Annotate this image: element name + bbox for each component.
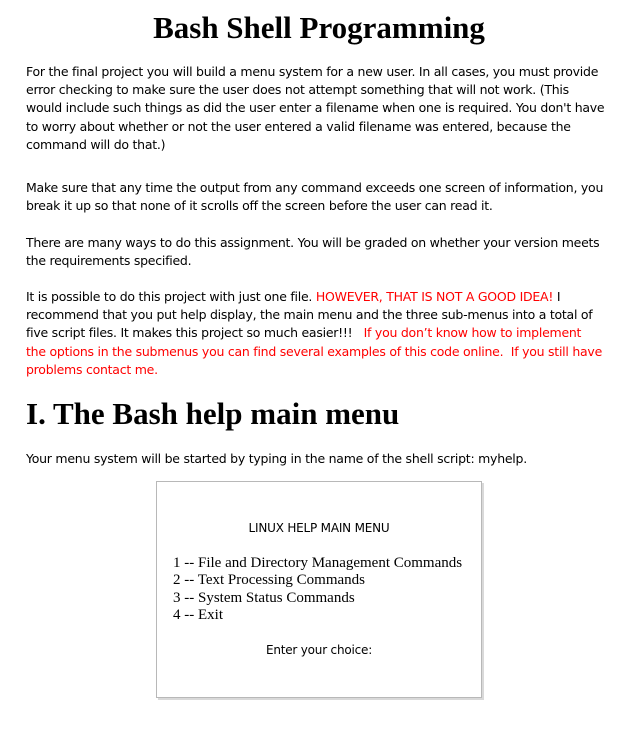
paragraph-line — [26, 324, 620, 342]
paragraph-text: It is possible to do this project with just one file. — [26, 289, 316, 304]
section-intro — [26, 450, 620, 468]
paragraph-grading — [26, 234, 620, 270]
paragraph-text: five script files. It makes this project so much easier!!! — [26, 325, 364, 341]
section-heading: I. The Bash help main menu — [26, 396, 400, 431]
paragraph-line: would include such things as did the user enter a filename when one is required. You don't have — [26, 100, 605, 116]
warning-text: HOWEVER, THAT IS NOT A GOOD IDEA! — [315, 289, 554, 304]
paragraph-line: the requirements specified. — [26, 253, 192, 269]
menu-example-box — [156, 481, 482, 698]
menu-prompt: Enter your choice: — [265, 643, 373, 657]
paragraph-file-structure — [26, 288, 620, 379]
paragraph-line — [26, 288, 620, 306]
paragraph-line: break it up so that none of it scrolls off the screen before the user can read it. — [26, 198, 493, 214]
paragraph-line: recommend that you put help display, the main menu and the three sub-menus into a total of — [26, 307, 593, 323]
paragraph-text: I — [553, 289, 561, 304]
menu-heading: LINUX HELP MAIN MENU — [248, 521, 390, 535]
warning-text: problems contact me. — [26, 361, 158, 377]
paragraph-line: Your menu system will be started by typing in the name of the shell script: myhelp. — [26, 451, 527, 466]
warning-text: the options in the submenus you can find several examples of this code online. If you still have — [26, 343, 603, 359]
menu-option: 3 -- System Status Commands — [173, 589, 355, 606]
paragraph-line: error checking to make sure the user does not attempt something that will not work. (This — [26, 82, 569, 98]
menu-option: 4 -- Exit — [173, 606, 223, 623]
paragraph-line: Make sure that any time the output from any command exceeds one screen of information, you — [26, 180, 604, 195]
paragraph-intro — [26, 63, 620, 154]
warning-text: If you don’t know how to implement — [363, 325, 582, 341]
document-title: Bash Shell Programming — [153, 10, 485, 45]
menu-option: 1 -- File and Directory Management Commands — [173, 555, 463, 571]
paragraph-line: There are many ways to do this assignment. You will be graded on whether your version meets — [26, 235, 600, 250]
paragraph-line: command will do that.) — [26, 136, 166, 152]
paragraph-output-paging — [26, 179, 620, 215]
paragraph-line: For the final project you will build a menu system for a new user. In all cases, you must provide — [26, 64, 599, 79]
menu-option: 2 -- Text Processing Commands — [173, 572, 365, 589]
paragraph-line: to worry about whether or not the user entered a valid filename was entered, because the — [26, 118, 571, 134]
menu-options-list — [173, 555, 462, 624]
